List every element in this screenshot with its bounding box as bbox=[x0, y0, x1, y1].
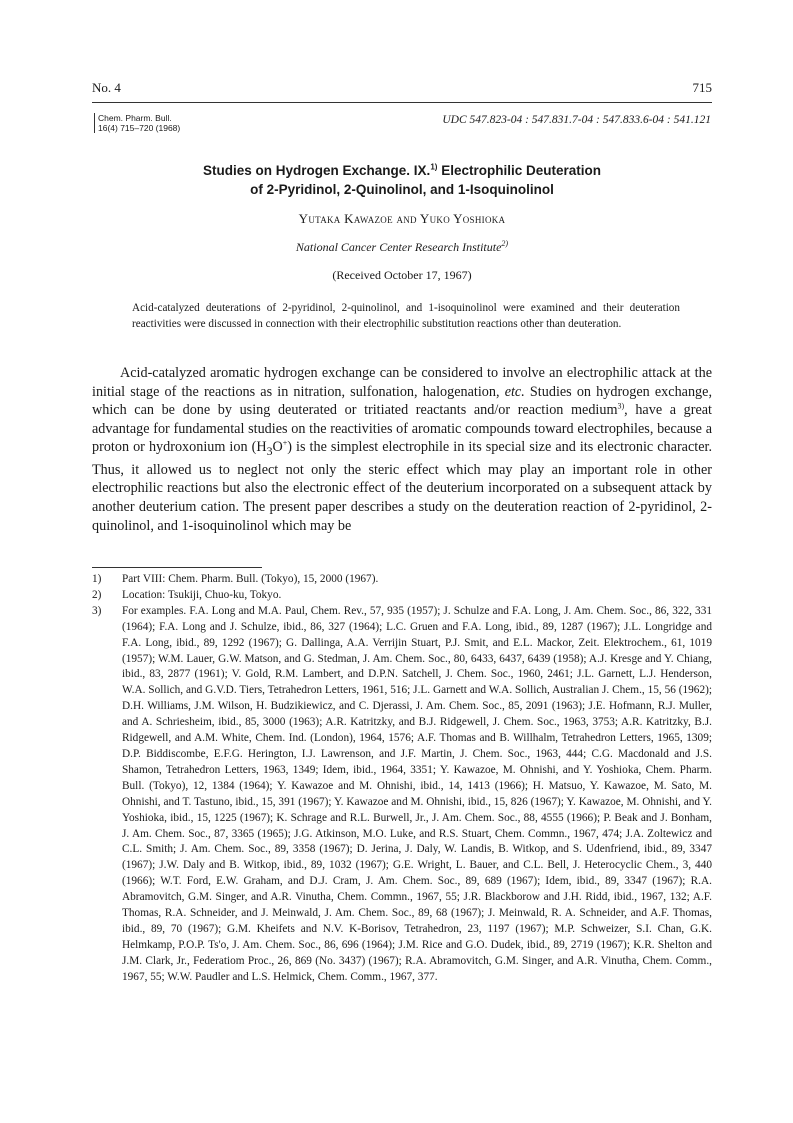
paragraph: Acid-catalyzed aromatic hydrogen exchange can be considered to involve an electrophilic attack at the initial stage of the reactions as in nitration, sulfonation, halogenation, etc. Studies on hydrogen exchange, which can be done by using deuterated or tritiated reactants and/or reaction medium$^{3)}$, have a great advantage for fundamental studies on the reactivities of aromatic compounds toward electrophiles, because a proton or hydroxonium ion $(H_3O^+)$ is the simplest electrophile in its special size and its electronic character. Thus, it allowed us to neglect not only the steric effect which may play an important role in other electrophilic reactions but also the electronic effect of the deuterium incorporated on a subsequent attack by another deuterium cation. The present paper describes a study on the deuteration reaction of 2-pyridinol, 2-quinolinol, and 1-isoquinolinol which may be bbox=[92, 365, 712, 534]
title-footnote-ref: 1) bbox=[430, 162, 438, 172]
body-text bbox=[92, 364, 712, 535]
page-number: 715 bbox=[692, 80, 712, 95]
citation-volume: 16(4) 715–720 (1968) bbox=[98, 123, 181, 133]
issue-number: No. 4 bbox=[92, 80, 121, 95]
footnote: 2) Location: Tsukiji, Chuo-ku, Tokyo. bbox=[92, 588, 282, 601]
udc-classification: UDC 547.823-04 : 547.831.7-04 : 547.833.6-04 : 541.121 bbox=[442, 114, 711, 126]
header-rule bbox=[92, 102, 712, 103]
footnote-rule bbox=[92, 567, 262, 568]
received-date: (Received October 17, 1967) bbox=[332, 268, 472, 282]
author-list: Yutaka Kawazoe and Yuko Yoshioka bbox=[298, 211, 506, 226]
footnote: 1) Part VIII: Chem. Pharm. Bull. (Tokyo), 15, 2000 (1967). bbox=[92, 573, 379, 585]
citation-box bbox=[94, 113, 180, 133]
footnotes bbox=[92, 572, 712, 986]
affiliation: National Cancer Center Research Institute$^{2)}$ bbox=[295, 239, 509, 254]
footnote: 3) For examples. F.A. Long and M.A. Paul, Chem. Rev., 57, 935 (1957); J. Schulze and F.A. Long, J. Am. Chem. Soc., 86, 322, 331 (1964); F.A. Long and J. Schulze, ibid., 86, 327 (1964); L.C. Gruen and F.A. Long, ibid., 89, 1287 (1967); J.L. Longridge and F.A. Long, ibid., 89, 1292 (1967); G. Dallinga, A.A. Verrijin Stuart, P.J. Smit, and E.L. Mackor, Zeit. Elektrochem., 61, 1019 (1957); W.M. Lauer, G.W. Matson, and G. Stedman, J. Am. Chem. Soc., 80, 6433, 6437, 6439 (1958); A.J. Kresge and Y. Chiang, ibid., 83, 2877 (1961); V. Gold, R.M. Lambert, and D.P.N. Satchell, J. Chem. Soc., 1960, 2461; J.L. Garnett, L.J. Henderson, W.A. Sollich, and G.V.D. Tiers, Tetrahedron Letters, 1961, 516; J.L. Garnett and W.A. Sollich, Australian J. Chem., 15, 56 (1962); D.H. Williams, J.M. Wilson, H. Budzikiewicz, and C. Djerassi, J. Am. Chem. Soc., 85, 2091 (1963); J.E. Hofmann, R.J. Muller, and A. Schriesheim, ibid., 85, 3000 (1963); A.R. Katritzky, and B.J. Ridgewell, J. Chem. Soc., 1963, 3753; A.R. Katritzky, B.J. Ridgewell, and A.M. White, Chem. Ind. (London), 1964, 1576; A.F. Thomas and B. Willhalm, Tetrahedron Letters, 1965, 1309; D.P. Biddiscombe, E.F.G. Herington, I.J. Lawrenson, and J.F. Martin, J. Chem. Soc., 1963, 444; C.G. Macdonald and J.S. Shamon, Tetrahedron Letters, 1963, 1349; Idem, ibid., 1964, 3351; Y. Kawazoe, M. Ohnishi, and Y. Yoshioka, Chem. Pharm. Bull. (Tokyo), 12, 1384 (1964); Y. Kawazoe and M. Ohnishi, ibid., 14, 1413 (1966); H. Matsuo, Y. Kawazoe, M. Sato, M. Ohnishi, and T. Tastuno, ibid., 15, 391 (1967); Y. Kawazoe and M. Ohnishi, ibid., 15, 826 (1967); Y. Kawazoe, M. Ohnishi, and Y. Yoshioka, ibid., 15, 1225 (1967); K. Schrage and R.L. Burwell, Jr., J. Am. Chem. Soc., 88, 4555 (1966); P. Beak and J. Bonham, J. Am. Chem. Soc., 87, 3365 (1965); J.G. Atkinson, M.O. Luke, and R.S. Stuart, Chem. Commn., 1967, 474; J.A. Zoltewicz and C.L. Smith; J. Am. Chem. Soc., 89, 3358 (1967); D. Jerina, J. Daly, W. Landis, B. Witkop, and S. Udenfriend, ibid., 89, 3347 (1967); J.W. Daly and B. Witkop, ibid., 89, 1032 (1967); G.E. Wright, L. Bauer, and C.L. Bell, J. Heterocyclic Chem., 3, 440 (1966); W.T. Ford, E.W. Graham, and D.J. Cram, J. Am. Chem. Soc., 89, 689 (1967); Idem, ibid., 89, 3347 (1967); R.A. Abramovitch, G.M. Singer, and A.R. Vinutha, Chem. Commn., 1967, 55; J.R. Blackborow and J.H. Ridd, ibid., 1967, 132; A.F. Thomas, R.A. Schneider, and J. Meinwald, J. Am. Chem. Soc., 89, 68 (1967); J. Meinwald, R. A. Schneider, and A.F. Thomas, ibid., 89, 70 (1967); G.M. Kheifets and N.V. K-Borisov, Tetrahedron, 23, 1197 (1967); M.P. Schweizer, S.I. Chan, G.K. Helmkamp, P.O.P. Ts'o, J. Am. Chem. Soc., 86, 696 (1964); J.M. Rice and G.O. Dudek, ibid., 89, 2719 (1967); K.R. Shelton and J.M. Clark, Jr., Federatiom Proc., 26, 869 (No. 3437) (1967); R.A. Abramovitch, G.M. Singer, and A.R. Vinutha, Chem. Comm., 1967, 55; W.W. Paudler and L.S. Helmick, Chem. Comm., 1967, 377. bbox=[92, 604, 712, 983]
paper-title: Studies on Hydrogen Exchange. IX.$^{1)}$ Electrophilic Deuteration of 2-Pyridinol, 2-Quinolinol, and 1-Isoquinolinol bbox=[203, 162, 601, 197]
abstract: Acid-catalyzed deuterations of 2-pyridinol, 2-quinolinol, and 1-isoquinolinol were examined and their deuteration reactivities were discussed in connection with their electrophilic substitution reactions other than deuteration. bbox=[132, 302, 680, 330]
citation-journal: Chem. Pharm. Bull. bbox=[98, 113, 172, 123]
